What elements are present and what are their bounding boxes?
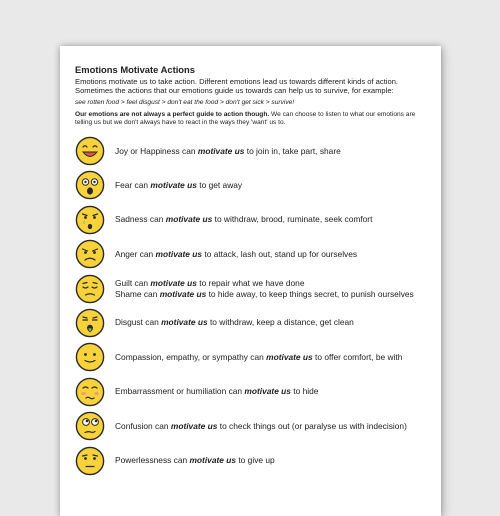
- emotion-row: [75, 306, 431, 340]
- emotion-line-action: to attack, lash out, stand up for ourselves: [202, 248, 358, 259]
- disgust-face-icon: [75, 308, 105, 338]
- emotion-line-emphasis: motivate us: [165, 214, 213, 225]
- emotion-line-emphasis: motivate us: [189, 455, 237, 466]
- note-rest: We can choose to listen to what our emotions are telling us but we don't always have to react in the ways they 'want' us to.: [75, 111, 416, 127]
- emotion-line: [115, 146, 341, 157]
- emotion-row: [75, 443, 431, 477]
- embarrassed-face-icon: [75, 377, 105, 407]
- emotion-line-action: to withdraw, keep a distance, get clean: [207, 317, 354, 328]
- note-paragraph: [75, 111, 431, 128]
- emotion-line-emphasis: motivate us: [161, 317, 208, 328]
- emotion-line-lead: Guilt can: [115, 277, 151, 288]
- emotion-line: [115, 317, 354, 328]
- emotion-text: [115, 352, 402, 363]
- emotion-text: [115, 214, 372, 225]
- emotion-text: [115, 386, 318, 397]
- emotion-row: [75, 409, 431, 443]
- emotion-text: [115, 180, 242, 191]
- emotion-text: [115, 317, 354, 328]
- emotion-line-emphasis: motivate us: [266, 351, 313, 362]
- fear-face-icon: [75, 170, 105, 200]
- emotion-line-action: to give up: [236, 455, 275, 466]
- emotion-line-emphasis: motivate us: [197, 145, 245, 156]
- confused-face-icon: [75, 411, 105, 441]
- emotion-line-lead: Joy or Happiness can: [115, 145, 198, 156]
- emotion-line: [115, 386, 318, 397]
- emotion-line-lead: Compassion, empathy, or sympathy can: [115, 351, 267, 362]
- emotion-line-lead: Shame can: [115, 288, 160, 299]
- emotion-line-emphasis: motivate us: [170, 420, 218, 431]
- guilt-face-icon: [75, 274, 105, 304]
- emotion-line: [115, 249, 357, 260]
- example-chain: see rotten food > feel disgust > don't eat the food > don't get sick > survive!: [75, 99, 295, 106]
- happy-face-icon: [75, 136, 105, 166]
- emotion-line: [115, 352, 402, 363]
- emotion-row: [75, 134, 431, 168]
- emotion-text: [115, 278, 414, 300]
- emotion-line: [115, 289, 414, 300]
- emotion-text: [115, 249, 357, 260]
- angry-face-icon: [75, 239, 105, 269]
- emotion-row: [75, 237, 431, 271]
- emotion-line-action: to join in, take part, share: [244, 145, 341, 156]
- emotion-line: [115, 421, 407, 432]
- emotion-line-lead: Disgust can: [115, 317, 162, 328]
- emotion-line-lead: Embarrassment or humiliation can: [115, 386, 245, 397]
- emotion-line-action: to offer comfort, be with: [312, 351, 403, 362]
- emotion-row: [75, 271, 431, 305]
- worksheet-page: [60, 46, 441, 516]
- emotion-line-lead: Anger can: [115, 248, 156, 259]
- emotion-line-action: to hide: [290, 386, 319, 397]
- compassion-face-icon: [75, 342, 105, 372]
- emotion-line-action: to repair what we have done: [196, 277, 305, 288]
- emotion-list: [75, 134, 431, 478]
- sad-face-icon: [75, 205, 105, 235]
- note-bold: Our emotions are not always a perfect guide to action though.: [75, 111, 270, 118]
- emotion-line: [115, 455, 275, 466]
- emotion-line-action: to check things out (or paralyse us with indecision): [217, 420, 407, 431]
- emotion-line-lead: Fear can: [115, 179, 151, 190]
- intro-line-1: Emotions motivate us to take action. Different emotions lead us towards different kinds of action.: [75, 77, 399, 86]
- emotion-row: [75, 203, 431, 237]
- emotion-row: [75, 340, 431, 374]
- emotion-line-emphasis: motivate us: [244, 386, 291, 397]
- emotion-text: [115, 455, 275, 466]
- intro-line-2: Sometimes the actions that our emotions guide us towards can help us to survive, for example:: [75, 86, 394, 95]
- powerless-face-icon: [75, 446, 105, 476]
- emotion-text: [115, 146, 341, 157]
- emotion-line-lead: Sadness can: [115, 214, 166, 225]
- emotion-line-emphasis: motivate us: [150, 179, 197, 190]
- emotion-row: [75, 375, 431, 409]
- emotion-line-emphasis: motivate us: [150, 277, 197, 288]
- emotion-line: [115, 214, 372, 225]
- emotion-line-emphasis: motivate us: [155, 248, 203, 259]
- emotion-line-lead: Confusion can: [115, 420, 171, 431]
- emotion-text: [115, 421, 407, 432]
- emotion-line-action: to withdraw, brood, ruminate, seek comfort: [212, 214, 373, 225]
- emotion-line: [115, 278, 414, 289]
- emotion-line-action: to get away: [196, 179, 243, 190]
- emotion-line-action: to hide away, to keep things secret, to punish ourselves: [206, 288, 414, 299]
- emotion-row: [75, 168, 431, 202]
- emotion-line: [115, 180, 242, 191]
- page-title: Emotions Motivate Actions: [75, 64, 195, 75]
- emotion-line-emphasis: motivate us: [159, 288, 207, 299]
- emotion-line-lead: Powerlessness can: [115, 455, 190, 466]
